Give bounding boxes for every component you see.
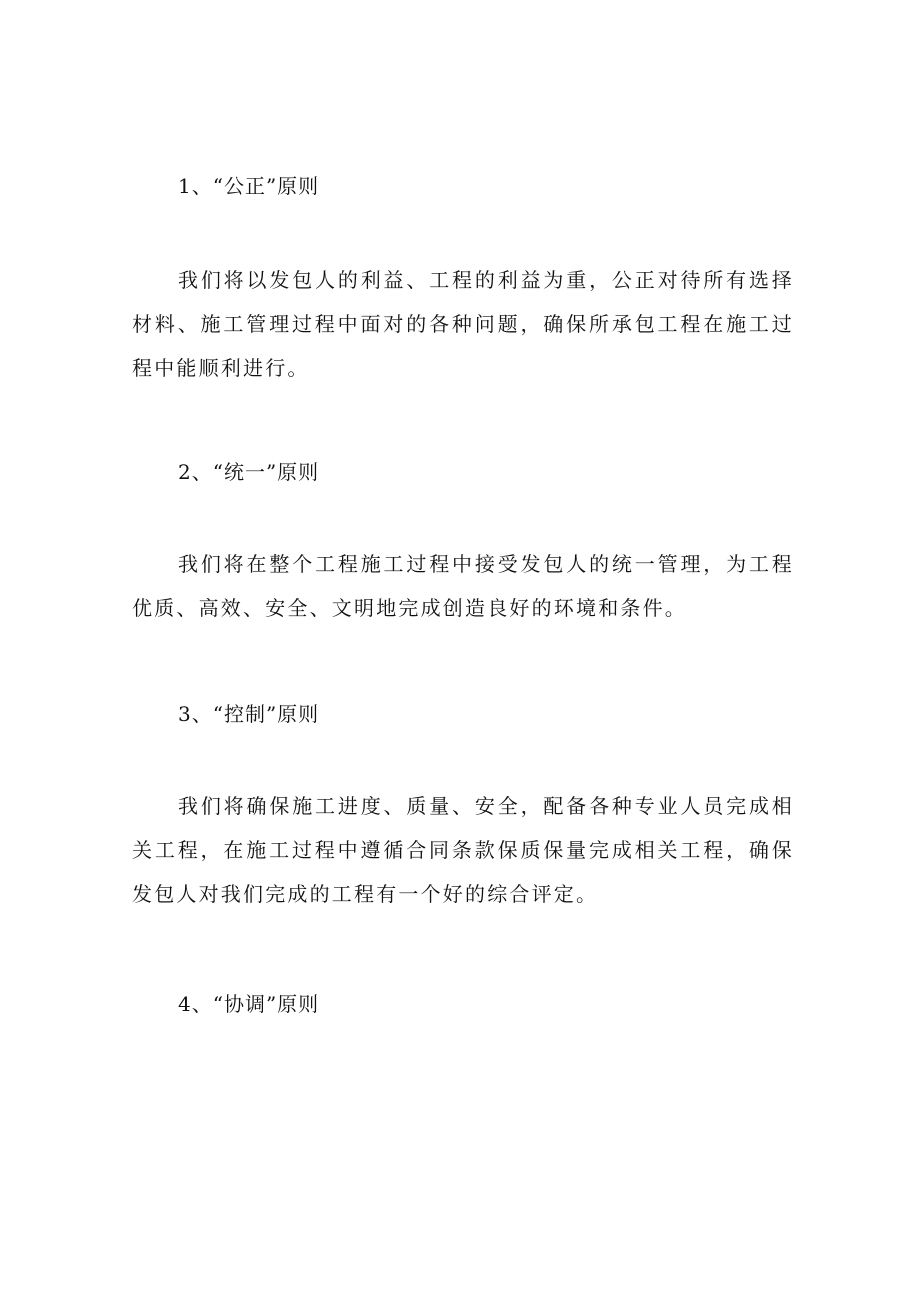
section-heading-control: 3、“控制”原则 xyxy=(178,702,320,726)
section-heading-coordination: 4、“协调”原则 xyxy=(178,992,320,1016)
section-body-unity: 我们将在整个工程施工过程中接受发包人的统一管理，为工程优质、高效、安全、文明地完成创造良好的环境和条件。 xyxy=(132,552,794,620)
section-body-control: 我们将确保施工进度、质量、安全，配备各种专业人员完成相关工程，在施工过程中遵循合同条款保质保量完成相关工程，确保发包人对我们完成的工程有一个好的综合评定。 xyxy=(132,794,794,906)
section-heading-unity: 2、“统一”原则 xyxy=(178,460,320,484)
section-body-fairness: 我们将以发包人的利益、工程的利益为重，公正对待所有选择材料、施工管理过程中面对的各种问题，确保所承包工程在施工过程中能顺利进行。 xyxy=(132,268,794,380)
section-heading-fairness: 1、“公正”原则 xyxy=(178,174,320,198)
